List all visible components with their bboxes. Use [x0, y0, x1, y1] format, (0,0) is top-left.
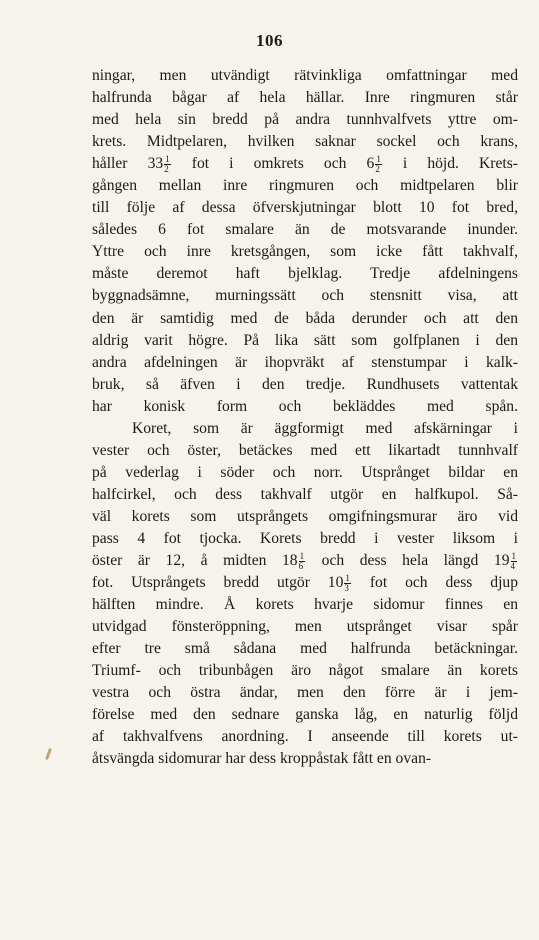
text-line: således 6 fot smalare än de motsvarande inunder. — [92, 221, 518, 239]
text-line: pass 4 fot tjocka. Korets bredd i vester liksom i — [92, 529, 518, 547]
text-segment: håller 33 — [92, 155, 164, 173]
text-line: förelse med den sednare ganska låg, en naturlig följd — [92, 706, 518, 724]
text-line: med hela sin bredd på andra tunnhvalfvets yttre om- — [92, 111, 518, 129]
body-text — [92, 65, 518, 771]
text-line: andra afdelningen är ihopvräkt af stenstumpar i kalk- — [92, 353, 518, 371]
text-line — [92, 153, 518, 175]
text-line: utvidgad fönsteröppning, men utsprånget visar spår — [92, 618, 518, 636]
text-line: gången mellan inre ringmuren och midtpelaren blir — [92, 177, 518, 195]
text-line: aldrig varit högre. På lika sätt som golfplanen i den — [92, 331, 518, 349]
fraction — [164, 155, 171, 174]
fraction — [299, 552, 306, 571]
fraction — [375, 155, 382, 174]
text-segment: i höjd. Krets- — [382, 155, 519, 173]
text-line: Koret, som är äggformigt med afskärningar i — [132, 419, 518, 437]
text-line: halfcirkel, och dess takhvalf utgör en halfkupol. Så- — [92, 485, 518, 503]
fraction-denominator: 2 — [164, 164, 169, 175]
text-line: måste deremot haft bjelklag. Tredje afdelningens — [92, 265, 518, 283]
text-line: Yttre och inre kretsgången, som icke fått takhvalf, — [92, 243, 518, 261]
fraction-denominator: 2 — [375, 164, 380, 175]
text-line: till följe af dessa öfverskjutningar blott 10 fot bred, — [92, 199, 518, 217]
paper-speck — [45, 748, 52, 760]
text-line: har konisk form och bekläddes med spån. — [92, 397, 518, 415]
page-number: 106 — [256, 31, 283, 50]
text-line: byggnadsämne, murningssätt och stensnitt visa, att — [92, 287, 518, 305]
text-line: krets. Midtpelaren, hvilken saknar sockel och krans, — [92, 133, 518, 151]
text-segment: fot i omkrets och 6 — [171, 155, 375, 173]
text-line — [92, 572, 518, 594]
text-line: Triumf- och tribunbågen äro något smalare än korets — [92, 662, 518, 680]
text-line — [92, 550, 518, 572]
text-line: hälften mindre. Å korets hvarje sidomur finnes en — [92, 596, 518, 614]
fraction-numerator: 1 — [299, 550, 305, 561]
text-segment: fot och dess djup — [351, 574, 518, 592]
text-segment: och dess hela längd 19 — [306, 552, 510, 570]
fraction-numerator: 1 — [345, 573, 350, 583]
fraction — [344, 574, 351, 593]
fraction-denominator: 4 — [510, 560, 515, 571]
text-line: på vederlag i söder och norr. Utsprånget bildar en — [92, 463, 518, 481]
text-line: af takhvalfvens anordning. I anseende till korets ut- — [92, 728, 518, 746]
text-line: vester och öster, betäckes med ett likartadt tunnhvalf — [92, 441, 518, 459]
fraction-numerator: 1 — [165, 154, 170, 165]
fraction — [511, 552, 518, 571]
text-segment: fot. Utsprångets bredd utgör 10 — [92, 574, 344, 592]
text-segment: öster är 12, å midten 18 — [92, 552, 298, 570]
text-line: väl korets som utsprångets omgifningsmurar äro vid — [92, 507, 518, 525]
text-line: efter tre små sådana med halfrunda betäckningar. — [92, 640, 518, 658]
fraction-numerator: 1 — [511, 550, 516, 561]
text-line: åtsvängda sidomurar har dess kroppåstak fått en ovan- — [92, 750, 432, 768]
text-line: den är samtidig med de båda derunder och att den — [92, 309, 518, 327]
text-line: halfrunda bågar af hela hällar. Inre ringmuren står — [92, 89, 518, 107]
fraction-denominator: 3 — [344, 583, 349, 593]
fraction-denominator: 6 — [298, 560, 304, 571]
text-line: ningar, men utvändigt rätvinkliga omfattningar med — [92, 67, 518, 84]
text-line: bruk, så äfven i den tredje. Rundhusets vattentak — [92, 375, 518, 393]
fraction-numerator: 1 — [376, 154, 381, 165]
text-line: vestra och östra ändar, men den förre är i jem- — [92, 684, 518, 702]
